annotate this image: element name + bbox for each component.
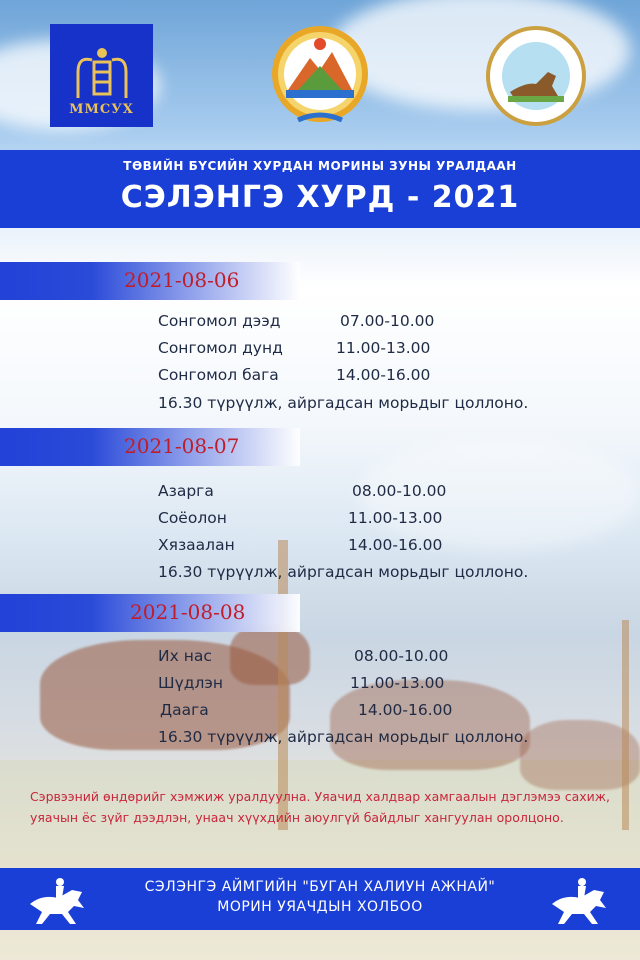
soyombo-emblem-icon bbox=[70, 42, 134, 102]
race-name: Их нас bbox=[158, 647, 212, 665]
awards-note: 16.30 түрүүлж, айргадсан морьдыг цоллоно. bbox=[158, 394, 529, 412]
event-subtitle: ТӨВИЙН БҮСИЙН ХУРДАН МОРИНЫ ЗУНЫ УРАЛДААН bbox=[123, 159, 517, 173]
race-name: Сонгомол дээд bbox=[158, 312, 281, 330]
event-title: СЭЛЭНГЭ ХУРД - 2021 bbox=[120, 180, 520, 215]
race-time: 08.00-10.00 bbox=[352, 482, 447, 500]
race-time: 08.00-10.00 bbox=[354, 647, 449, 665]
race-time: 14.00-16.00 bbox=[348, 536, 443, 554]
title-banner bbox=[0, 150, 640, 228]
awards-note: 16.30 түрүүлж, айргадсан морьдыг цоллоно. bbox=[158, 563, 529, 581]
footer-line1: СЭЛЭНГЭ АЙМГИЙН "БУГАН ХАЛИУН АЖНАЙ" bbox=[144, 879, 496, 895]
day-date: 2021-08-08 bbox=[130, 600, 246, 624]
race-name: Шүдлэн bbox=[158, 674, 224, 692]
hitching-pole bbox=[622, 620, 629, 830]
mmsux-logo bbox=[50, 24, 153, 127]
race-time: 07.00-10.00 bbox=[340, 312, 435, 330]
mmsux-logo-text: ММСУХ bbox=[69, 102, 134, 117]
selenge-seal-icon bbox=[268, 24, 372, 128]
awards-note: 16.30 түрүүлж, айргадсан морьдыг цоллоно. bbox=[158, 728, 529, 746]
race-name: Соёолон bbox=[158, 509, 227, 527]
day-date: 2021-08-07 bbox=[124, 434, 240, 458]
race-time: 14.00-16.00 bbox=[358, 701, 453, 719]
footer-line2: МОРИН УЯАЧДЫН ХОЛБОО bbox=[217, 899, 423, 915]
race-name: Даага bbox=[160, 701, 209, 719]
race-time: 11.00-13.00 bbox=[336, 339, 431, 357]
horse-silhouette bbox=[330, 680, 530, 770]
horse-silhouette bbox=[230, 625, 310, 685]
rules-warning: Сэрвээний өндөрийг хэмжиж уралдуулна. Уяачид халдвар хамгаалын дэглэмээ сахиж, уяачын ёс зүйг дээдлэн, унаач хүүхдийн аюулгүй байдлыг хангуулан оролцоно. bbox=[30, 789, 610, 825]
horse-rider-icon bbox=[544, 868, 618, 930]
day-date: 2021-08-06 bbox=[124, 268, 240, 292]
association-seal-icon bbox=[486, 26, 586, 126]
race-name: Хязаалан bbox=[158, 536, 235, 554]
race-name: Азарга bbox=[158, 482, 214, 500]
selenge-seal-logo bbox=[268, 24, 372, 128]
race-name: Сонгомол бага bbox=[158, 366, 279, 384]
association-logo bbox=[486, 26, 586, 126]
race-time: 14.00-16.00 bbox=[336, 366, 431, 384]
footer-banner bbox=[0, 868, 640, 930]
race-time: 11.00-13.00 bbox=[350, 674, 445, 692]
race-time: 11.00-13.00 bbox=[348, 509, 443, 527]
race-name: Сонгомол дунд bbox=[158, 339, 283, 357]
